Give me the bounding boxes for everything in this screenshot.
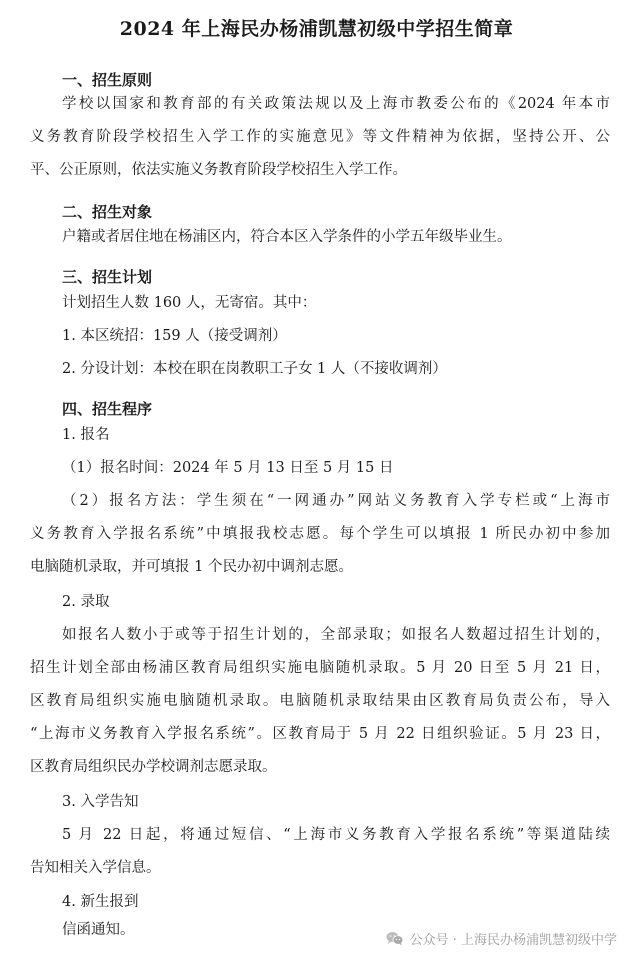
- paragraph-line: 5 月 22 日起，将通过短信、“上海市义务教育入学报名系统”等渠道陆续: [62, 827, 610, 843]
- subheading-admission: 2. 录取: [62, 594, 110, 610]
- paragraph-line: 告知相关入学信息。: [30, 860, 161, 876]
- paragraph-line: “上海市义务教育入学报名系统”。区教育局于 5 月 22 日组织验证。5 月 23 日，: [30, 726, 610, 742]
- watermark-text: 公众号 · 上海民办杨浦凯慧初级中学: [409, 932, 617, 948]
- paragraph-line: 义务教育入学报名系统”中填报我校志愿。每个学生可以填报 1 所民办初中参加: [30, 526, 610, 542]
- document-title: 2024 年上海民办杨浦凯慧初级中学招生简章: [119, 18, 514, 40]
- section-heading-plan: 三、招生计划: [62, 268, 153, 286]
- paragraph-line: 计划招生人数 160 人，无寄宿。其中：: [62, 295, 317, 311]
- subheading-notification: 3. 入学告知: [62, 794, 139, 810]
- registration-time: （1）报名时间：2024 年 5 月 13 日至 5 月 15 日: [62, 460, 394, 476]
- plan-item-staff: 2. 分设计划：本校在职在岗教职工子女 1 人（不接收调剂）: [62, 361, 447, 377]
- paragraph-line: 如报名人数小于或等于招生计划的，全部录取；如报名人数超过招生计划的，: [62, 627, 610, 643]
- paragraph-line: 学校以国家和教育部的有关政策法规以及上海市教委公布的《2024 年本市: [62, 96, 610, 112]
- paragraph-line: 区教育局组织实施电脑随机录取。电脑随机录取结果由区教育局负责公布，导入: [30, 693, 610, 709]
- paragraph-line: 招生计划全部由杨浦区教育局组织实施电脑随机录取。5 月 20 日至 5 月 21 日，: [30, 660, 610, 676]
- subheading-registration: 1. 报名: [62, 427, 110, 443]
- paragraph-line: 区教育局组织民办学校调剂志愿录取。: [30, 759, 277, 775]
- subheading-enrollment: 4. 新生报到: [62, 894, 139, 910]
- paragraph-line: 户籍或者居住地在杨浦区内，符合本区入学条件的小学五年级毕业生。: [62, 229, 512, 245]
- paragraph-line: （2）报名方法：学生须在“一网通办”网站义务教育入学专栏或“上海市: [62, 493, 610, 509]
- paragraph-line: 义务教育阶段学校招生入学工作的实施意见》等文件精神为依据，坚持公开、公: [30, 129, 610, 145]
- wechat-icon: [386, 931, 404, 946]
- paragraph-line: 信函通知。: [62, 922, 135, 938]
- paragraph-line: 电脑随机录取，并可填报 1 个民办初中调剂志愿。: [30, 559, 353, 575]
- section-heading-procedure: 四、招生程序: [62, 400, 153, 418]
- paragraph-line: 平、公正原则，依法实施义务教育阶段学校招生入学工作。: [30, 162, 407, 178]
- wechat-watermark: [386, 928, 617, 948]
- section-heading-target: 二、招生对象: [62, 203, 153, 221]
- section-heading-principles: 一、招生原则: [62, 71, 153, 89]
- plan-item-district: 1. 本区统招：159 人（接受调剂）: [62, 328, 287, 344]
